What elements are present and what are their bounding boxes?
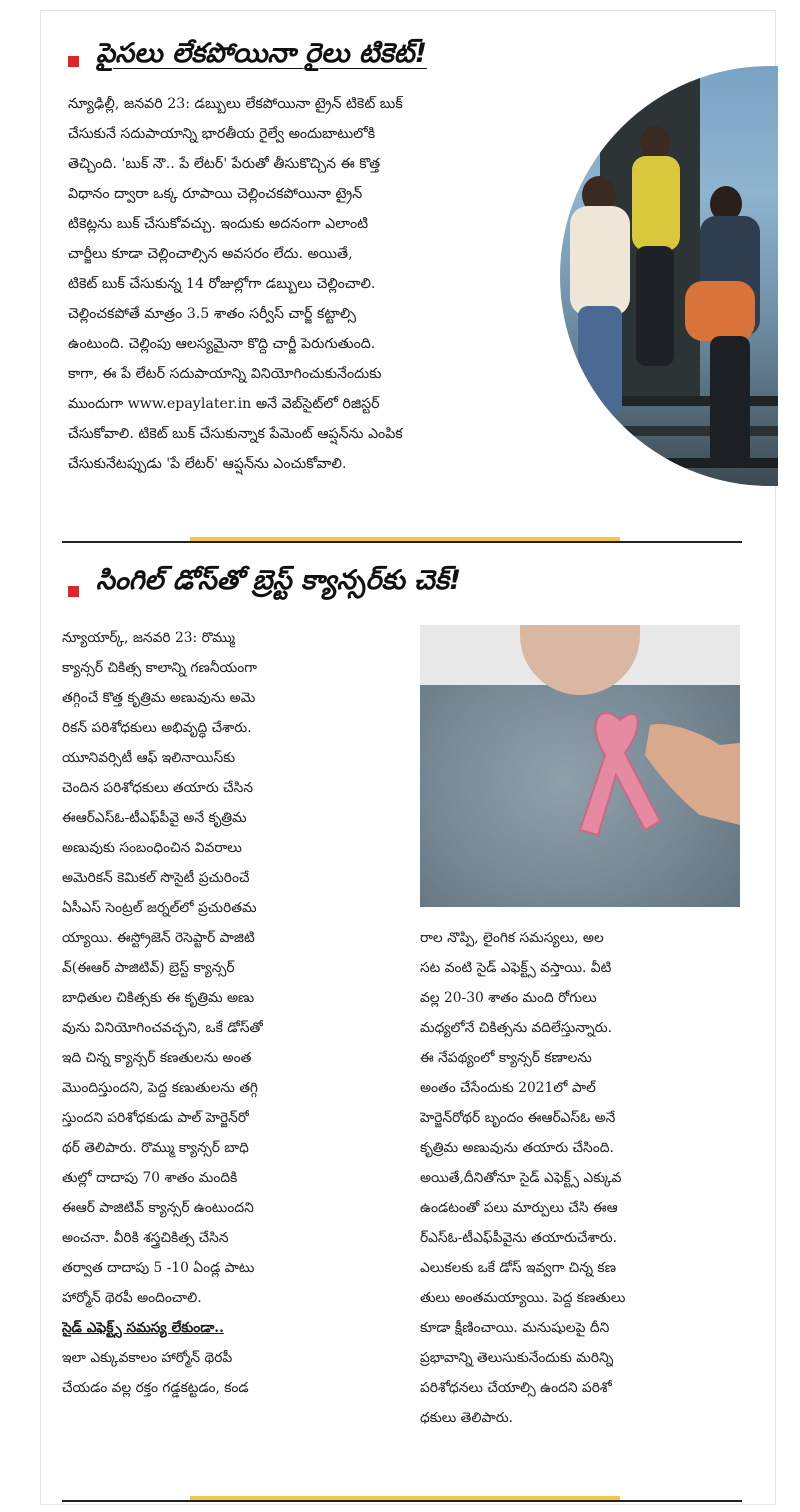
article1-line: చేసుకునేటప్పుడు 'పే లేటర్' ఆప్షన్‌ను ఎంచుకోవాలి. [68,456,347,472]
article1-line: చేసుకోవాలి. టికెట్ బుక్ చేసుకున్నాక పేమెంట్ ఆప్షన్‌ను ఎంపిక [68,426,403,442]
headline-bullet-icon [68,586,79,597]
article2-line: హెర్జెన్‌రోథర్ బృందం ఈఆర్ఎస్ఓ అనే [420,1110,616,1126]
article2-line: ఎలుకలకు ఒకే డోస్ ఇవ్వగా చిన్న కణ [420,1260,617,1276]
article2-line: స్తుందని పరిశోధకుడు పాల్ హెర్జెన్‌రో [62,1110,249,1126]
article2-line: సట వంటి సైడ్ ఎఫెక్ట్స్ వస్తాయి. వీటి [420,960,612,976]
pink-ribbon-photo [420,625,740,907]
article2-line: మొందిస్తుందని, పెద్ద కణుతులను తగ్గి [62,1080,258,1096]
article2-line: ఈఆర్ పాజిటివ్ క్యాన్సర్ ఉంటుందని [62,1200,254,1216]
article1-line: చెల్లించకపోతే మాత్రం 3.5 శాతం సర్వీస్ చార్జ్ కట్టాల్సి [68,306,357,322]
article2-line: చేయడం వల్ల రక్తం గడ్డకట్టడం, కండ [62,1380,249,1396]
article2-line: ఉండటంతో పలు మార్పులు చేసి ఈఆ [420,1200,618,1216]
article2-line: హార్మోన్ థెరపీ అందించాలి. [62,1290,202,1306]
article1-line: కాగా, ఈ పే లేటర్ సదుపాయాన్ని వినియోగించుకునేందుకు [68,366,382,382]
article1-line: టికెట్లను బుక్ చేసుకోవచ్చు. ఇందుకు అదనంగా ఎలాంటి [68,216,369,232]
article2-line: అంచనా. వీరికి శస్త్రచికిత్స చేసిన [62,1230,229,1246]
article1-line: ముందుగా www.epaylater.in అనే వెబ్‌సైట్‌లో రిజిస్టర్ [68,396,380,412]
article2-line: తగ్గించే కొత్త కృత్రిమ అణువును అమె [62,690,256,706]
article2-line: ఈఆర్ఎస్ఓ-టీఎఫ్‌పీవై అనే కృత్రిమ [62,810,247,826]
article2-line: థర్ తెలిపారు. రొమ్ము క్యాన్సర్ బాధి [62,1140,249,1156]
article2-line: యూనివర్సిటీ ఆఫ్ ఇలినాయిస్‌కు [62,750,236,766]
article2-line: వును వినియోగించవచ్చని, ఒకే డోస్‌తో [62,1020,264,1036]
article2-line: అయితే,దీనితోనూ సైడ్ ఎఫెక్ట్స్ ఎక్కువ [420,1170,622,1186]
headline-bullet-icon [68,56,79,67]
article2-line: కూడా క్షీణించాయి. మనుషులపై దీని [420,1320,610,1336]
section-divider [62,541,742,543]
article2-line: క్యాన్సర్ చికిత్స కాలాన్ని గణనీయంగా [62,660,257,676]
article1-line: తెచ్చింది. 'బుక్ నౌ.. పే లేటర్' పేరుతో తీసుకొచ్చిన ఈ కొత్త [68,156,381,172]
article1-line: విధానం ద్వారా ఒక్క రూపాయి చెల్లించకపోయినా ట్రైన్ [68,186,363,202]
article2-line: వ్(ఈఆర్ పాజిటివ్) బ్రెస్ట్ క్యాన్సర్ [62,960,235,976]
article2-line: బాధితుల చికిత్సకు ఈ కృత్రిమ అణు [62,990,255,1006]
article2-line: రాల నొప్పి, లైంగిక సమస్యలు, అల [420,930,604,946]
article2-line: వల్ల 20-30 శాతం మంది రోగులు [420,990,597,1006]
article2-line: న్యూయార్క్, జనవరి 23: రొమ్ము [62,630,235,646]
article2-line: ఏసీఎస్ సెంట్రల్ జర్నల్‌లో ప్రచురితమ [62,900,257,916]
article2-line: ప్రభావాన్ని తెలుసుకునేందుకు మరిన్ని [420,1350,614,1366]
article2-line: అమెరికన్ కెమికల్ సొసైటీ ప్రచురించే [62,870,250,886]
article1-line: న్యూఢిల్లీ, జనవరి 23: డబ్బులు లేకపోయినా ట్రైన్ టికెట్ బుక్ [68,96,403,112]
article2-line: మధ్యలోనే చికిత్సను వదిలేస్తున్నారు. [420,1020,613,1036]
article2-line: అణువుకు సంబంధించిన వివరాలు [62,840,242,856]
article2-line: య్యాయి. ఈస్ట్రోజెన్ రెసెప్టార్ పాజిటి [62,930,255,946]
article2-line: ధకులు తెలిపారు. [420,1410,514,1426]
article2-line: తులు అంతమయ్యాయి. పెద్ద కణతులు [420,1290,626,1306]
article2-line: ర్ఎస్ఓ-టీఎఫ్‌పీవైను తయారుచేశారు. [420,1230,618,1246]
article1-line: ఉంటుంది. చెల్లింపు ఆలస్యమైనా కొద్ది చార్జీ పెరుగుతుంది. [68,336,376,352]
article2-line: పరిశోధనలు చేయాల్సి ఉందని పరిశో [420,1380,612,1396]
article2-line: రికన్ పరిశోధకులు అభివృద్ధి చేశారు. [62,720,252,736]
article2-line: అంతం చేసేందుకు 2021లో పాల్ [420,1080,596,1096]
article1-headline: పైసలు లేకపోయినా రైలు టికెట్! [96,38,427,69]
article2-line: చెందిన పరిశోధకులు తయారు చేసిన [62,780,254,796]
article1-line: చార్జీలు కూడా చెల్లించాల్సిన అవసరం లేదు. అయితే, [68,246,353,262]
article2-line: కృత్రిమ అణువును తయారు చేసింది. [420,1140,614,1156]
article2-line: ఇది చిన్న క్యాన్సర్ కణతులను అంత [62,1050,252,1066]
article2-headline: సింగిల్ డోస్‌తో బ్రెస్ట్ క్యాన్సర్‌కు చెక్! [96,565,462,596]
article2-line: ఇలా ఎక్కువకాలం హార్మోన్ థెరపీ [62,1350,233,1366]
article2-subhead: సైడ్ ఎఫెక్ట్స్ సమస్య లేకుండా.. [62,1320,224,1336]
pink-ribbon-icon [420,625,740,907]
article1-line: చేసుకునే సదుపాయాన్ని భారతీయ రైల్వే అందుబాటులోకి [68,126,376,142]
article2-line: ఈ నేపథ్యంలో క్యాన్సర్ కణాలను [420,1050,592,1066]
section-divider [62,1500,742,1502]
article2-line: తుల్లో దాదాపు 70 శాతం మందికి [62,1170,238,1186]
article2-line: తర్వాత దాదాపు 5 -10 ఏండ్ల పాటు [62,1260,255,1276]
article1-line: టికెట్ బుక్ చేసుకున్న 14 రోజుల్లోగా డబ్బులు చెల్లించాలి. [68,276,376,292]
